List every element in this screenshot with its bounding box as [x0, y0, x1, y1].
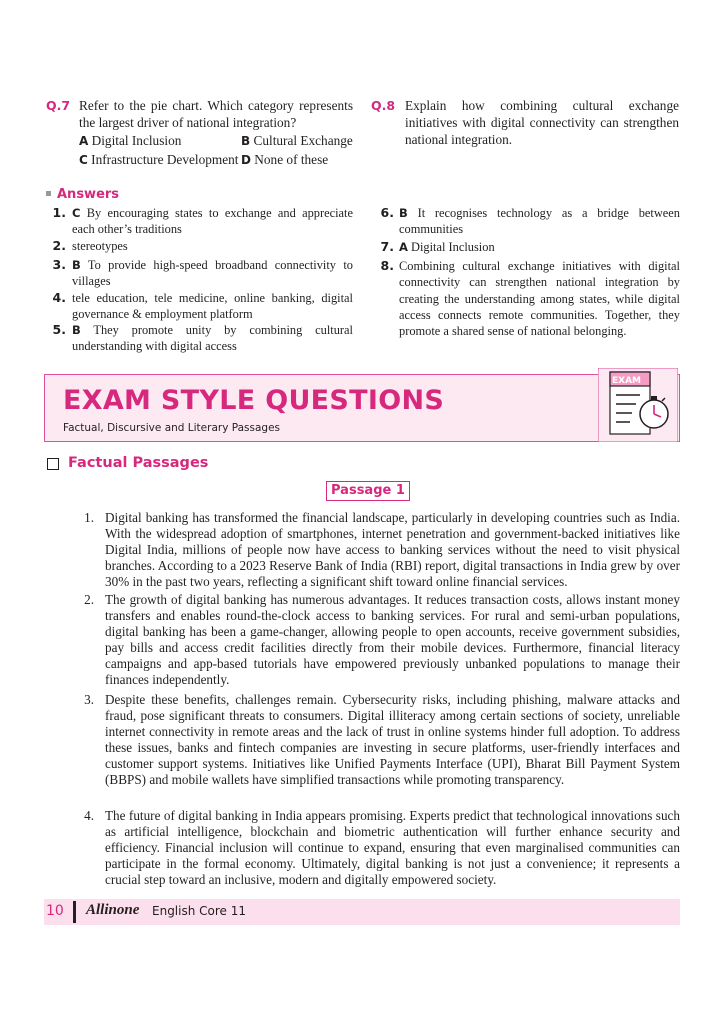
answer-1: [72, 205, 353, 238]
question-7-option-d: [241, 152, 328, 168]
answer-2: [72, 238, 353, 254]
answer-number: 1.: [52, 205, 66, 220]
answer-number: 8.: [380, 258, 394, 273]
answer-text: They promote unity by combining cultural understanding with digital access: [72, 323, 353, 354]
paragraph-2: The growth of digital banking has numerous advantages. It reduces transaction costs, allows instant money transfers and enables round-the-clock access to banking services. For rural and semi-urban populations, digital banking has been a game-changer, allowing people to open accounts, receive government subsidies, pay bills and access credit facilities directly from their mobile devices. Furthermore, financial literacy campaigns and app-based tutorials have empowered previously unbanked populations to manage their finances independently.: [105, 592, 680, 687]
paragraph-3: Despite these benefits, challenges remain. Cybersecurity risks, including phishing, malware attacks and fraud, pose significant threats to consumers. Digital illiteracy among certain sections of society, unreliable internet connectivity in remote areas and the lack of trust in online systems hinder full adoption. To address these issues, banks and fintech companies are investing in secure platforms, user-friendly interfaces and customer support systems. Initiatives like Unified Payments Interface (UPI), Bharat Bill Payment System (BBPS) and mobile wallets have simplified transactions while promoting transparency.: [105, 692, 680, 787]
question-7-option-a: [79, 133, 181, 149]
paragraph-number: 3.: [84, 692, 94, 707]
answer-number: 5.: [52, 322, 66, 337]
question-8-text: Explain how combining cultural exchange initiatives with digital connectivity can strengthen national integration.: [405, 98, 679, 147]
bullet-square-icon: [46, 191, 51, 196]
answer-6: [399, 205, 680, 238]
footer-divider: [73, 901, 76, 923]
answer-letter: B: [72, 258, 81, 272]
answer-letter: B: [399, 206, 408, 220]
question-7-number: Q.7: [46, 98, 71, 113]
answer-text: tele education, tele medicine, online banking, digital governance & employment platform: [72, 291, 353, 322]
paragraph-number: 2.: [84, 592, 94, 607]
section-checkbox-icon: [47, 458, 59, 470]
passage-label: Passage 1: [326, 481, 410, 501]
option-text: Cultural Exchange: [253, 133, 353, 148]
answer-letter: C: [72, 206, 81, 220]
page-number: 10: [46, 903, 64, 919]
question-7-option-c: [79, 152, 238, 168]
answer-letter: A: [399, 240, 408, 254]
brand-logo: Allinone: [86, 902, 140, 918]
exam-clipboard-icon: [598, 368, 678, 442]
answers-heading: [46, 183, 119, 202]
answer-8: [399, 258, 680, 339]
book-title: English Core 11: [152, 904, 247, 918]
section-title: Factual Passages: [68, 455, 209, 471]
answer-3: [72, 257, 353, 290]
option-letter: B: [241, 134, 251, 148]
option-letter: A: [79, 134, 89, 148]
answer-number: 3.: [52, 257, 66, 272]
answer-text: To provide high-speed broadband connectivity to villages: [72, 258, 353, 289]
banner-subtitle: Factual, Discursive and Literary Passages: [63, 422, 281, 434]
paragraph-1: Digital banking has transformed the financial landscape, particularly in developing countries such as India. With the widespread adoption of smartphones, internet penetration and government-backed initiatives like Digital India, millions of people now have access to banking services without the need to visit physical branches. According to a 2023 Reserve Bank of India (RBI) report, digital transactions in India grew by over 30% in the past two years, reflecting a significant shift toward online financial services.: [105, 510, 680, 589]
answer-7: [399, 239, 680, 255]
exam-style-banner: [44, 374, 680, 442]
answer-text: It recognises technology as a bridge between communities: [399, 206, 680, 237]
question-7-option-b: [241, 133, 353, 149]
option-text: Digital Inclusion: [91, 133, 182, 148]
answers-heading-text: Answers: [57, 187, 120, 202]
question-8-number: Q.8: [371, 98, 396, 113]
answer-text: stereotypes: [72, 239, 128, 253]
option-letter: D: [241, 153, 251, 167]
option-letter: C: [79, 153, 88, 167]
option-text: None of these: [254, 152, 329, 167]
paragraph-number: 1.: [84, 510, 94, 525]
answer-number: 7.: [380, 239, 394, 254]
paragraph-number: 4.: [84, 808, 94, 823]
answer-4: [72, 290, 353, 323]
answer-number: 4.: [52, 290, 66, 305]
question-7-text: Refer to the pie chart. Which category represents the largest driver of national integration?: [79, 98, 353, 130]
answer-number: 2.: [52, 238, 66, 253]
answer-number: 6.: [380, 205, 394, 220]
answer-text: Combining cultural exchange initiatives with digital connectivity can strengthen national integration by creating the understanding among states, while digital access connects remote communities. Together, they promote a shared sense of national belonging.: [399, 259, 680, 339]
answer-text: By encouraging states to exchange and appreciate each other’s traditions: [72, 206, 353, 237]
exam-icon-label: EXAM: [612, 376, 642, 386]
paragraph-4: The future of digital banking in India appears promising. Experts predict that technological innovations such as artificial intelligence, blockchain and biometric authentication will further enhance security and efficiency. Financial inclusion will continue to expand, ensuring that even marginalised communities can participate in the formal economy. Ultimately, digital banking is not just a convenience; it represents a crucial step toward an inclusive, modern and digitally empowered society.: [105, 808, 680, 887]
banner-title: EXAM STYLE QUESTIONS: [63, 385, 445, 416]
page-footer: [44, 899, 680, 925]
answer-5: [72, 322, 353, 355]
answer-text: Digital Inclusion: [411, 240, 495, 254]
option-text: Infrastructure Development: [91, 152, 239, 167]
answer-letter: B: [72, 323, 81, 337]
